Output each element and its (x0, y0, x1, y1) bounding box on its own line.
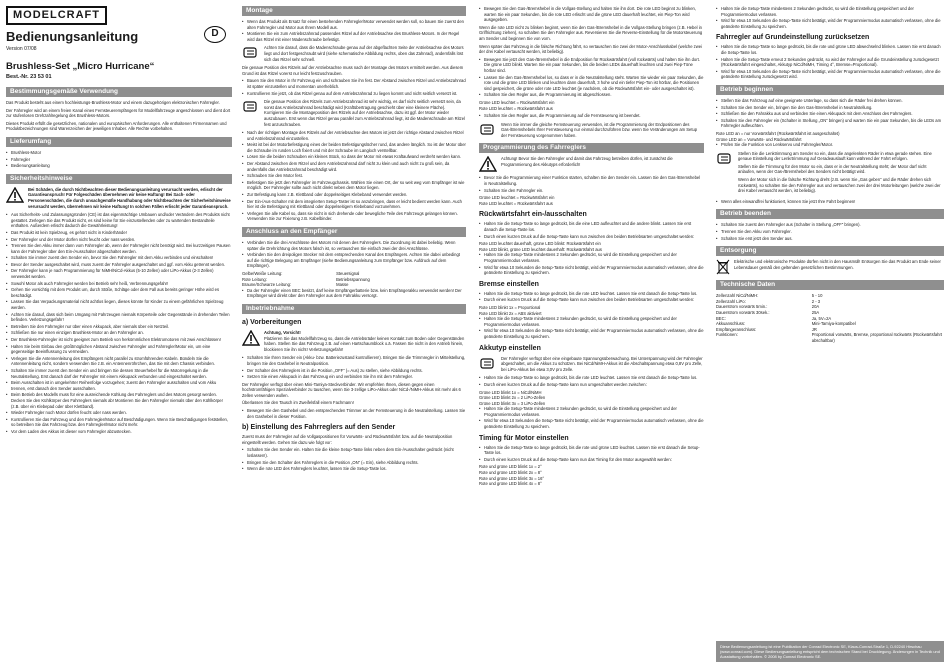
led-line: Rote LED leuchtet = Rückwärtsfahrt aus (479, 200, 553, 206)
led-line: Grüne LED blinkt 2x = 2 LiPo-Zellen (479, 395, 546, 401)
paragraph: Der Fahrregler wird an einem freien Kanal eines Fernsteuerempfängers für Modellfahrzeuge angeschlossen und dient dort zur stufenlosen Drehzahlregelung des Brushless-Motors. (6, 107, 231, 119)
subsection-heading: Rückwärtsfahrt ein-/ausschalten (479, 211, 587, 219)
table-key: Dauerstrom vorwärts 30sek.: (716, 310, 770, 315)
bullet-list (6, 212, 232, 434)
led-line: Rote LED leuchtet = Rückwärtsfahrt aus (479, 105, 553, 111)
list-item: • Das Produkt ist kein Spielzeug, es gehört nicht in Kinderhände! (6, 230, 232, 236)
subsection-heading: Timing für Motor einstellen (479, 434, 569, 442)
list-item: • Beim Betrieb des Modells muss für eine ausreichende Kühlung des Fahrreglers und des Motors gesorgt werden. Decken Sie den Kühlkörper des Fahrreglers niemals ab! Montieren Sie den Fahrregler niemals über den Kühlkörper (z.B. über ein Klebepad oder über Klettband). (6, 392, 232, 409)
subsection-heading: a) Vorbereitungen (242, 318, 302, 326)
list-item: • Wird für etwa 10 Sekunden die Setup-Taste nicht betätigt, wird der Programmiermodus automatisch verlassen, ohne die geänderte Einstellung zurückgesetzt wird. (716, 69, 944, 80)
list-item: • Stellen Sie das Fahrzeug auf eine geeignete Unterlage, so dass sich die Räder frei drehen können. (716, 98, 944, 104)
led-line: Grüne LED blinkt 1x = NiCd/NiMH (479, 389, 542, 395)
led-line: Grüne LED blinkt 3x = 3 LiPo-Zellen (479, 400, 546, 406)
list-item: • Bewegen Sie den Gas-/Bremshebel in die Vollgas-Stellung und halten Sie ihn dort. Die rote LED beginnt zu blinken, warten Sie ein paar Sekunden, bis die rote LED erlischt und die grüne LED dauerhaft leuchtet, ein Piep-Ton wird ausgegeben. (479, 6, 704, 23)
table-key: Zellenzahl LiPo: (716, 298, 746, 304)
bullet-list (716, 199, 944, 205)
paragraph: Wenn später das Fahrzeug in die falsche Richtung fährt, so vertauschen Sie zwei der Motor-Anschlusskabel (welche zwei der drei Kabel vertauscht werden, ist beliebig). (479, 43, 702, 55)
warning-triangle-icon (242, 330, 260, 346)
list-item: • Der Schalter des Fahrreglers ist in die Position „OFF“ (= Aus) zu stellen, siehe Abbildung rechts. (242, 368, 466, 374)
list-item: • Vor dem Laden des Akkus ist dieser vom Fahrregler abzustecken. (6, 429, 232, 435)
note-block (479, 122, 704, 139)
bullet-list (242, 447, 466, 471)
table-value: Ja, 5V=2A (811, 315, 832, 321)
list-item: • Lassen Sie den Gas-/Bremshebel los, so dass er in die Neutralstellung steht. Warten Sie wieder ein paar Sekunden, die rote und die grüne LED blinken und leuchten dann dauerhaft, 3 hohe und ein tiefer Piep-Ton ist hörbar, die Positionen sind gespeichert, die grüne oder rote LED leuchtet (je nachdem, ob die Rückwärtsfahrt ein- oder ausgeschaltet ist). (479, 75, 704, 92)
list-item: • Da der Fahrregler einen BEC besitzt, darf keine Empfängerbatterie bzw. kein Empfängerakku verwendet werden! Der Empfänger wird direkt über den Fahrregler aus dem Fahrakku versorgt. (242, 288, 466, 299)
paragraph: Der Fahrregler verfügt über einen Mini-Tamiya-Steckverbinder. Wir empfehlen Ihnen, diesen gegen einen hochstromfähigen Spezialverbinder zu tauschen, wenn Sie 3-zellige LiPo-Akkus oder NiCd-/NiMH-Akkus mit mehr als 6 Zellen verwenden wollen. (242, 381, 461, 398)
list-item: • Zur Befestigung kann z.B. Klettband oder doppelseitiges Klebeband verwendet werden. (242, 192, 466, 198)
list-item: • Meist ist bei der Motorbefestigung eines der beiden Befestigungslöcher rund, das andere länglich. So ist der Motor über die Schraube im runden Loch fixiert und mit der Schraube im Langloch verstellbar. (242, 142, 466, 153)
paragraph: Stellen Sie die Lenktrimmung am Sender so ein, dass die angelenkten Räder in etwa gerade stehen. Eine genaue Einstellung der Lenkrtrimmung auf Geradeauslauft kann während der Fahrt erfolgen. (738, 150, 932, 162)
bullet-list (479, 6, 704, 23)
list-item: • Montieren Sie ein zum Antriebszahnrad passendes Ritzel auf der Antriebsachse des Brushless-Motors. In der Regel wird das Ritzel mit einer Madenschraube befestigt. (242, 31, 466, 42)
table-key: Akkuanschluss: (716, 321, 746, 327)
list-item: • Kontrollieren Sie das Fahrzeug und den Fahrregler/Motor auf Beschädigungen. Wenn Sie Beschädigungen feststellen, so betreiben Sie das Fahrzeug bzw. den Fahrregler/Motor nicht mehr. (6, 417, 232, 428)
note-block (242, 45, 466, 62)
bullet-list (716, 6, 944, 29)
paragraph: Überlassen Sie den Tausch im Zweifelsfall einem Fachmann! (242, 400, 354, 406)
list-item: • Schrauben Sie den Motor fest. (242, 173, 466, 179)
list-item: • Bauen Sie den Motor in Ihr Fahrzeug ein und schrauben Sie ihn fest. Der Abstand zwischen Ritzel und Antriebszahnrad ist später einzustellen und momentan unerheblich. (242, 78, 466, 89)
led-lines (479, 390, 704, 407)
info-hand-icon (479, 356, 497, 372)
bullet-list (716, 222, 944, 241)
table-value: Proportional vorwärts, Bremse, proportional rückwärts (Rückwärtsfahrt abschaltbar) (811, 332, 943, 343)
list-item: • Halten Sie die Setup-Taste so lange gedrückt, bis die rote und grüne LED abwechselnd blinken. Lassen Sie erst danach die Setup-Taste los. (716, 44, 944, 55)
list-item: • Der Brushless-Fahrregler ist nicht geeignet zum Betrieb von herkömmlichen Elektromotoren mit zwei Anschlüssen! (6, 337, 232, 343)
bullet-list (242, 130, 466, 222)
list-item: • Schalten Sie zuerst den Fahrregler aus (Schalter in Stellung „OFF“ bringen). (716, 222, 944, 228)
note-text: Achten Sie darauf, dass die Madenschraube genau auf der abgeflachten Seite der Antriebsachse des Motors liegt und dort festgeschraubt wird (siehe schematische Abbildung rechts, oben das Zahnrad), andernfalls löst sich das Ritzel sehr schnell. (264, 45, 464, 62)
bullet-list (479, 113, 704, 119)
list-item: • Der Ein-/Aus-Schalter mit dem integrierten Setup-Taster ist so anzubringen, dass er leicht bedient werden kann. Auch hier ist die Befestigung mit Klettband oder doppelseitigem Klebeband vorzunehmen. (242, 199, 466, 210)
warning-block (479, 156, 704, 172)
list-item: • Schalten Sie den Sender ein, bringen Sie den Gas-/Bremshebel in Neutralstellung. (716, 105, 944, 111)
bullet-list (479, 175, 704, 193)
list-item: • Befestigen Sie jetzt den Fahrregler im Fahrzeugchassis. Wählen Sie einen Ort, der so weit weg vom Empfänger ist wie möglich. Der Fahrregler sollte auch nicht direkt neben dem Motor liegen. (242, 180, 466, 191)
warning-triangle-icon (6, 187, 24, 203)
info-hand-icon (242, 45, 260, 61)
led-line: Grüne LED an = Vorwärts- und Rückwärtsfahrt (716, 136, 802, 142)
bullet-list (479, 406, 704, 429)
bullet-list (242, 288, 466, 299)
paragraph: Wenn der Motor sich in die falsche Richtung dreht (z.B. wenn Sie „Gas geben“ und die Räder drehen sich rückwärts), so schalten Sie den Fahrregler aus und vertauschen zwei der drei Motorleitungen (welche zwei der drei Kabel vertauscht werden, ist beliebig). (738, 177, 941, 194)
list-item: • Halten Sie die Setup-Taste so lange gedrückt, bis die rote und grüne LED leuchtet. Lassen Sie erst danach die Setup-Taste los. (479, 445, 704, 456)
list-item: • Schalten Sie den Regler aus, die Programmierung ist abgeschlossen. (479, 92, 704, 98)
table-value: Mini-Tamiya-kompatibel (811, 321, 856, 327)
led-line: Grüne LED leuchtet = Rückwärtsfahrt ein (479, 195, 555, 201)
led-lines (479, 241, 704, 252)
note-text: Der Fahrregler verfügt über eine eingebaute Spannungsüberwachung. Bei Unterspannung wird der Fahrregler abgeschaltet, um die Akkus zu schützen. Bei NiCd/NiMH-Akkus ist die Abschaltspannung etwa 0,8V pro Zelle, bei LiPo-Akkus bei etwa 3,0V pro Zelle. (501, 355, 703, 372)
bullet-list (479, 316, 704, 339)
list-item: • Brushless-Motor (6, 150, 232, 156)
note-block (716, 151, 944, 196)
table-value: Betriebsspannung (336, 276, 370, 282)
table-value: 20A (811, 304, 820, 310)
list-item: • Wenn die rote LED des Fahrreglers leuchtet, lassen Sie die Setup-Taste los. (242, 466, 466, 472)
list-item: • Durch einen kurzen Druck auf die Setup-Taste kann nun zwischen den beiden Betriebsarten umgeschaltet werden: (479, 234, 704, 240)
list-item: • Durch einen kurzen Druck auf die Setup-Taste kann nun umgeschaltet werden zwischen: (479, 382, 704, 388)
column-3 (479, 6, 704, 662)
list-item: • Halten Sie die Setup-Taste so lange gedrückt, bis die rote LED leuchtet. Lassen Sie erst danach die Setup-Taste los. (479, 375, 704, 381)
led-line: Rote und grüne LED blinkt 3x = 16° (479, 475, 545, 481)
list-item: • Wird für etwa 10 Sekunden die Setup-Taste nicht betätigt, wird der Programmiermodus automatisch verlassen, ohne die geänderte Einstellung zu speichern. (479, 328, 704, 339)
table-value: 2 - 3 (811, 298, 821, 304)
list-item: • Schalten Sie Ihren Sender ein (Akku- bzw. Batteriezustand kontrollieren!). Bringen Sie die Trimmregler in Mittelstellung, bringen Sie den Gashebel in Neutralposition. (242, 355, 466, 366)
list-item: • Halten Sie die Setup-Taste mindestens 2 Sekunden gedrückt, so wird die Einstellung gespeichert und der Programmiermodus verlassen. (479, 316, 704, 327)
list-item: • Beim Ausschalten ist in umgekehrter Reihenfolge vorzugehen; zuerst den Fahrregler ausschalten und vom Akku trennen, erst danach den Sender ausschalten. (6, 380, 232, 391)
warning-block (6, 187, 232, 209)
warning-title: Achtung, Vorsicht! (264, 329, 301, 335)
list-item: • Wird für etwa 10 Sekunden die Setup-Taste nicht betätigt, wird der Programmiermodus automatisch verlassen, ohne die geänderte Einstellung zu speichern. (479, 265, 704, 276)
list-item: • Bewegen Sie den Gashebel und den entsprechenden Trimmer an der Fernsteuerung in die Neutralstellung. Lassen Sie den Gashebel in dieser Position. (242, 408, 466, 419)
list-item: • Bevor Sie die Programmierung einer Funktion starten, schalten Sie den Sender ein. Lassen Sie den Gas-/Bremshebel in Neutralstellung. (479, 175, 704, 186)
list-item: • Kontrollieren Sie jetzt, ob das Ritzel genau auf dem Antriebszahnrad zu liegen kommt und nicht seitlich versetzt ist. (242, 91, 466, 97)
list-item: • Verbinden Sie die drei Anschlüsse des Motors mit denen des Fahrreglers. Die Zuordnung ist dabei beliebig. Wenn später die Drehrichtung des Motors falsch ist, so vertauschen Sie einfach zwei der drei Anschlüsse. (242, 240, 466, 251)
list-item: • Verbinden Sie den dreipoligen Stecker mit dem entsprechenden Kanal des Empfängers. Achten Sie dabei unbedingt auf die richtige Belegung am Empfänger (siehe Bedienungsanleitung zum Empfänger bzw. Aufdruck auf dem Empfänger). (242, 252, 466, 269)
crossed-bin-icon (716, 259, 730, 275)
list-item: • Trennen Sie den Akku immer dann vom Fahrregler ab, wenn der Fahrregler nicht benötigt wird. Bei kurzzeitigen Pausen kann der Fahrregler über den Ein-/Ausschalter abgeschaltet werden. (6, 243, 232, 254)
list-item: • Halten Sie die Setup-Taste so lange gedrückt, bis die eine LED aufleuchtet und die andere blinkt. Lassen Sie erst danach die Setup-Taste los. (479, 221, 704, 232)
led-line: Rote und grüne LED blinkt 1x = 2° (479, 464, 542, 470)
bullet-list (479, 221, 704, 239)
table-value: Steuersignal (336, 270, 360, 276)
list-item: • Halten Sie die Setup-Taste mindestens 2 Sekunden gedrückt, so wird die Einstellung gespeichert und der Programmiermodus verlassen. (479, 252, 704, 263)
list-item: • Betreiben Sie den Fahrregler nur über einen Akkupack, aber niemals über ein Netzteil. (6, 324, 232, 330)
note-text: Wenn Sie immer die gleiche Fernsteuerung verwenden, ist die Programmierung der Endpositionen des Gas-/Bremshebels Ihrer Fernsteuerung nur einmal durchzuführen bzw. wenn Sie Veränderungen am Setup der Fernsteuerung vorgenommen haben. (501, 121, 698, 138)
table-key: Zellenzahl NiCd/NiMH: (716, 293, 759, 299)
list-item: • Schalten Sie erst jetzt den Sender aus. (716, 236, 944, 242)
bullet-list (479, 445, 704, 463)
led-line: Rote und grüne LED blinkt 2x = 8° (479, 470, 542, 476)
article-number: Best.-Nr. 23 53 01 (6, 74, 52, 80)
warning-block (242, 330, 466, 352)
table-value: JR (811, 326, 817, 332)
paragraph: Wenn die rote LED nicht zu blinken beginnt, wenn Sie den Gas-/Bremshebel in die Vollgas-Stellung bringen (z.B. Hebel in Griffrichtung ziehen), so schalten Sie den Fahrregler aus. Reversieren Sie die Reverse-Einstellung für die Motorsteuerung am Sender und beginnen Sie von vorn. (479, 24, 703, 41)
imprint-footer: Diese Bedienungsanleitung ist eine Publikation der Conrad Electronic SE, Klaus-Conrad-Straße 1, D-92240 Hirschau (www.conrad.com). Diese Bedienungsanleitung entspricht dem technischen Stand bei Drucklegung. Änderungen in Technik und Ausstattung vorbehalten. © 2008 by Conrad Electronic SE. (716, 641, 944, 662)
list-item: • Gehen Sie vorsichtig mit dem Produkt um, durch Stöße, Schläge oder dem Fall aus bereits geringer Höhe wird es beschädigt. (6, 287, 232, 298)
warning-text: Achtung! Bevor Sie den Fahrregler und damit das Fahrzeug betreiben dürfen, ist zunächst die Programmierung des Akkutyps erforderlich! (501, 156, 673, 168)
info-hand-icon (242, 99, 260, 115)
list-item: • Setzen Sie einen Akkupack in das Fahrzeug ein und verbinden Sie ihn mit dem Fahrregler. (242, 374, 466, 380)
led-line: Rote LED leuchtet dauerhaft, grüne LED blinkt: Rückwärtsfahrt ein (479, 241, 601, 247)
list-item: • Durch einen kurzen Druck auf die Setup-Taste kann nun zwischen den beiden Betriebsarten umgeschaltet werden: (479, 297, 704, 303)
note-block (479, 356, 704, 373)
list-item: • Trennen Sie den Akku vom Fahrregler. (716, 229, 944, 235)
list-item: • Bringen Sie den Schalter des Fahrreglers in die Position „ON“ (= Ein), siehe Abbildung rechts. (242, 460, 466, 466)
list-item: • Wieder Fahrregler noch Motor dürfen feucht oder nass werden. (6, 410, 232, 416)
section-heading: Inbetriebnahme (242, 304, 466, 314)
led-line: Rote und grüne LED blinkt 4x = 8° (479, 481, 542, 487)
list-item: • Wird für etwa 10 Sekunden die Setup-Taste nicht betätigt, wird der Programmiermodus automatisch verlassen, ohne die geänderte Einstellung zu speichern. (479, 418, 704, 429)
disposal-text: Elektrische und elektronische Produkte dürfen nicht in den Hausmüll! Entsorgen Sie das Produkt am Ende seiner Lebensdauer gemäß den geltenden gesetzlichen Bestimmungen. (734, 259, 941, 270)
bullet-list (479, 57, 704, 98)
table-key: Empfängeranschluss: (716, 326, 757, 332)
led-line: Rote LED an = nur Vorwärtsfahrt (Rückwärtsfahrt ist ausgeschaltet) (716, 130, 840, 136)
list-item: • Der Abstand zwischen dem Ritzel und dem Antriebszahnrad darf nicht zu klein und auch nicht zu groß sein, da andernfalls das Antriebszahnrad beschädigt wird. (242, 161, 466, 172)
list-item: • Wenn alles einwandfrei funktioniert, können Sie jetzt Ihre Fahrt beginnen! (716, 199, 944, 205)
paragraph: Dieses Produkt erfüllt die gesetzlichen, nationalen und europäischen Anforderungen. Alle enthaltenen Firmennamen und Produktbezeichnungen sind Warenzeichen der jeweiligen Inhaber. Alle Rechte vorbehalten. (6, 120, 227, 132)
warning-triangle-icon (479, 156, 497, 172)
list-item: • Der Fahrregler und der Motor dürfen nicht feucht oder nass werden. (6, 237, 232, 243)
list-item: • Sowohl Motor als auch Fahrregler werden bei Betrieb sehr heiß, Verbrennungsgefahr! (6, 281, 232, 287)
table-key: Funktionen: (716, 332, 738, 338)
note-content (738, 151, 944, 196)
warning-content (264, 330, 466, 352)
led-line: Rote LED blinkt 1x = Proportional (479, 304, 541, 310)
list-item: • Achten Sie darauf, dass sich beim Umgang mit Fahrzeugen niemals Körperteile oder Gegenstände in drehenden Teilen befinden. Verletzungsgefahr! (6, 312, 232, 323)
list-item: • Bedienungsanleitung (6, 163, 232, 169)
bullet-list (242, 240, 466, 269)
warning-text: Platzieren Sie das Modellfahrzeug so, dass die Antriebsräder keinen Kontakt zum Boden oder Gegenständen haben. Stellen Sie das Fahrzeug z.B. auf einen Hartschaumblock o.ä. Fassen Sie nicht in den Antrieb hinein, blockieren Sie ihn nicht! Verletzungsgefahr! (264, 335, 465, 352)
section-heading: Montage (242, 6, 466, 16)
table-key: BEC: (716, 315, 726, 321)
table-value: 25A (811, 310, 820, 315)
paragraph: Stellen Sie die Trimmung für den Motor so ein, dass er in der Neutralstellung steht; der Motor darf nicht anlaufen, wenn der Gas-/Bremshebel des Senders nicht betätigt wird. (738, 163, 927, 175)
list-item: • Der Fahrregler kann je nach Programmierung für NiMH/NiCd-Akkus (5-10 Zellen) oder LiPo-Akkus (2-3 Zellen) verwendet werden. (6, 268, 232, 279)
disposal-block (716, 259, 944, 275)
wire-table (242, 271, 466, 288)
paragraph: Das Produkt besteht aus einem hochleistungs-Brushless-Motor und einem dazugehörigen elektronischen Fahrregler. (6, 100, 220, 105)
bullet-list (242, 408, 466, 419)
led-line: Rote LED blinkt 2x = ABS aktiviert (479, 310, 542, 316)
bullet-list (716, 98, 944, 129)
list-item: • Schalten Sie immer zuerst den Sender ein, bevor Sie den Fahrregler mit dem Akku verbinden und einschalten! (6, 255, 232, 261)
subsection-heading: b) Einstellung des Fahrreglers auf den Sender (242, 424, 396, 432)
bullet-list (242, 19, 466, 42)
version-label: Version 07/08 (6, 46, 37, 52)
table-row (716, 332, 944, 343)
section-heading: Anschluss an den Empfänger (242, 227, 466, 237)
bullet-list (6, 150, 232, 169)
bullet-list (479, 375, 704, 387)
led-line: Grüne LED leuchtet = Rückwärtsfahrt ein (479, 99, 555, 105)
warning-text: Bei Schäden, die durch Nichtbeachten dieser Bedienungsanleitung verursacht werden, erlischt der Garantieanspruch! Für Folgeschäden übernehmen wir keine Haftung! Bei Sach- oder Personenschäden, die durch unsachgemäße Handhabung oder Nichtbeachten der Sicherheitshinweise verursacht werden, übernehmen wir keine Haftung! In solchen Fällen erlischt jeder Garantieanspruch. (28, 186, 231, 209)
bullet-list (242, 355, 466, 379)
list-item: • Halten Sie beim Einbau den größtmöglichen Abstand zwischen Fahrregler und Fahrregler/Motor ein, um eine gegenseitige Beeinflussung zu vermeiden. (6, 344, 232, 355)
brand-logo: MODELCRAFT (6, 6, 107, 25)
list-item: • Verlegen Sie alle Kabel so, dass sie nicht in sich drehende oder bewegliche Teile des Fahrzeugs gelangen können. Verwenden Sie zur Fixierung z.B. Kabelbinder. (242, 211, 466, 222)
section-heading: Bestimmungsgemäße Verwendung (6, 87, 232, 97)
subsection-heading: Akkutyp einstellen (479, 344, 541, 352)
list-item: • Nach der richtigen Montage des Ritzels auf der Antriebsachse des Motors ist jetzt der richtige Abstand zwischen Ritzel und Antriebszahnrad einzustellen. (242, 130, 466, 141)
list-item: • Lösen Sie die beiden Schrauben ein kleines Stück, so dass der Motor mit etwas Kraftaufwand verdreht werden kann. (242, 154, 466, 160)
paragraph: Zuerst muss der Fahrregler auf die Vollgaspositionen für Vorwärts- und Rückwärtsfahrt bzw. auf die Neutralposition eingestellt werden. Gehen Sie dazu wie folgt vor: (242, 434, 453, 445)
list-item: • Durch einen kurzen Druck auf die Setup-Taste kann nun das Timing für den Motor ausgewählt werden: (479, 457, 704, 463)
info-hand-icon (479, 122, 497, 138)
table-key: Gelbe/Weiße Leitung: (242, 270, 283, 276)
tech-data-table (716, 293, 944, 343)
info-hand-icon (716, 151, 734, 167)
column-1 (6, 6, 232, 662)
bullet-list (242, 78, 466, 96)
list-item: • Bewegen Sie jetzt den Gas-/Bremshebel in die Endposition für Rückwärtsfahrt (voll rückwärts) und halten Sie ihn dort. Die grüne LED blinkt. Warten Sie ein paar Sekunden, bis die beiden LEDs dauerhaft leuchten und zwei Piep-Töne hörbar sind. (479, 57, 704, 74)
list-item: • Schließen Sie den Fahrakku aus und verbinden Sie einen Akkupack mit dem Anschluss des Fahrreglers. (716, 111, 944, 117)
bullet-list (716, 44, 944, 80)
table-key: Dauerstrom vorwärts 5min.: (716, 304, 768, 310)
table-key: Rote Leitung: (242, 276, 267, 282)
section-heading: Betrieb beenden (716, 209, 944, 219)
list-item: • Prüfen Sie die Funktion von Lenkservo und Fahrregler/Motor. (716, 142, 944, 148)
list-item: • Halten Sie die Setup-Taste so lange gedrückt, bis die rote LED leuchtet. Lassen Sie erst danach die Setup-Taste los. (479, 291, 704, 297)
table-value: Masse (336, 282, 349, 288)
list-item: • Fahrregler (6, 157, 232, 163)
section-heading: Technische Daten (716, 280, 944, 290)
list-item: • Halten Sie die Setup-Taste erneut 2 Sekunden gedrückt, so wird der Fahrregler auf die Grundeinstellung zurückgesetzt (Rückwärtsfahrt eingeschaltet, Akkutyp NiCd/NiMH, Timing 4°, Bremse=Proportional). (716, 57, 944, 68)
product-title: Brushless-Set „Micro Hurricane“ (6, 61, 155, 72)
bullet-list (479, 291, 704, 303)
column-2 (242, 6, 466, 662)
led-lines (716, 131, 944, 142)
list-item: • Schließen Sie nur einen einzigen Brushless-Motor an den Fahrregler an. (6, 330, 232, 336)
list-item: • Verlegen Sie die Antennenleitung des Empfängers nicht parallel zu stromführenden Kabeln. Bündeln Sie die Antennenleitung nicht, sondern verwenden Sie z.B. ein Antennenröhrchen, das Sie mit dem Chassis verbinden. (6, 356, 232, 367)
table-value: 5 - 10 (811, 293, 823, 299)
list-item: • Bevor der Sender ausgeschaltet wird, muss zuerst der Fahrregler ausgeschaltet und ggf. vom Akku getrennt werden. (6, 262, 232, 268)
column-4 (716, 6, 944, 662)
bullet-list (479, 252, 704, 275)
list-item: • Schalten Sie den Sender ein. Halten Sie die kleine Setup-Taste links neben dem Ein-/Ausschalter gedrückt (nicht loslassen!). (242, 447, 466, 458)
subsection-heading: Fahrregler auf Grundeinstellung zurücksetzen (716, 34, 870, 42)
list-item: • Schalten Sie den Regler aus, die Programmierung auf die Fernsteuerung ist beendet. (479, 113, 704, 119)
note-text: Die genaue Position des Ritzels zum Antriebszahnrad ist sehr wichtig, es darf nicht seitlich versetzt sein, da sonst das Antriebszahnrad beschädigt wird (Kraftübertragung geschieht über eine kleinere Fläche). Korrigieren Sie die Montageposition des Ritzels auf der Antriebsachse, dazu ist ggf. der Motor wieder auszubauen. Erst wenn das Ritzel genau parallel zum Antriebszahnrad liegt, ist die Madenschraube am Ritzel fest anzuschrauben. (264, 99, 465, 127)
table-key: Braune/Schwarze Leitung: (242, 282, 292, 288)
list-item: • Wird für etwa 10 Sekunden die Setup-Taste nicht betätigt, wird der Programmiermodus automatisch verlassen, ohne die geänderte Einstellung zu speichern. (716, 18, 944, 29)
bullet-list (716, 142, 944, 148)
section-heading: Sicherheitshinweise (6, 174, 232, 184)
note-block (242, 99, 466, 127)
led-lines (479, 305, 704, 316)
list-item: • Schalten Sie immer zuerst den Sender ein und bringen Sie dessen Steuerhebel für die Motorregelung in die Neutralstellung. Erst danach darf der Fahrregler mit einem Akkupack verbunden und eingeschaltet werden. (6, 368, 232, 379)
list-item: • Schalten Sie den Fahrregler ein (Schalter in Stellung „ON“ bringen) und warten Sie ein paar Sekunden, bis die LEDs am Fahrregler aufleuchten. (716, 118, 944, 129)
led-lines (479, 464, 704, 486)
paragraph: Die genaue Position des Ritzels auf der Antriebsachse muss nach der Montage des Motors ermittelt werden. Aus diesem Grund ist das Ritzel vorerst nur leicht festzuschrauben. (242, 65, 464, 76)
language-badge: D (204, 26, 226, 43)
section-heading: Entsorgung (716, 246, 944, 256)
list-item: • Halten Sie die Setup-Taste mindestens 2 Sekunden gedrückt, so wird die Einstellung gespeichert und der Programmiermodus verlassen. (716, 6, 944, 17)
list-item: • Halten Sie die Setup-Taste mindestens 2 Sekunden gedrückt, so wird die Einstellung gespeichert und der Programmiermodus verlassen. (479, 406, 704, 417)
list-item: • Lassen Sie das Verpackungsmaterial nicht achtlos liegen, dieses könnte für Kinder zu einem gefährlichen Spielzeug werden. (6, 299, 232, 310)
list-item: • Wenn das Produkt als Ersatz für einen bestehenden Fahrregler/Motor verwendet werden soll, so bauen Sie zuerst den alten Fahrregler und Motor aus Ihrem Modell aus. (242, 19, 466, 30)
document-title: Bedienungsanleitung (6, 29, 139, 44)
section-heading: Lieferumfang (6, 137, 232, 147)
section-heading: Programmierung des Fahrreglers (479, 143, 704, 153)
list-item: • Schalten Sie den Fahrregler ein. (479, 188, 704, 194)
subsection-heading: Bremse einstellen (479, 280, 539, 288)
section-heading: Betrieb beginnen (716, 85, 944, 95)
list-item: • Aus Sicherheits- und Zulassungsgründen (CE) ist das eigenmächtige Umbauen und/oder Verändern des Produkts nicht gestattet. Zerlegen Sie das Produkt nicht, es sind keine für Sie einzustellenden oder zu wartenden Bestandteile enthalten. Außerdem erlischt dadurch die Gewährleistung! (6, 212, 232, 229)
led-line: Rote LED blinkt, grüne LED leuchtet dauerhaft: Rückwärtsfahrt aus (479, 246, 602, 252)
